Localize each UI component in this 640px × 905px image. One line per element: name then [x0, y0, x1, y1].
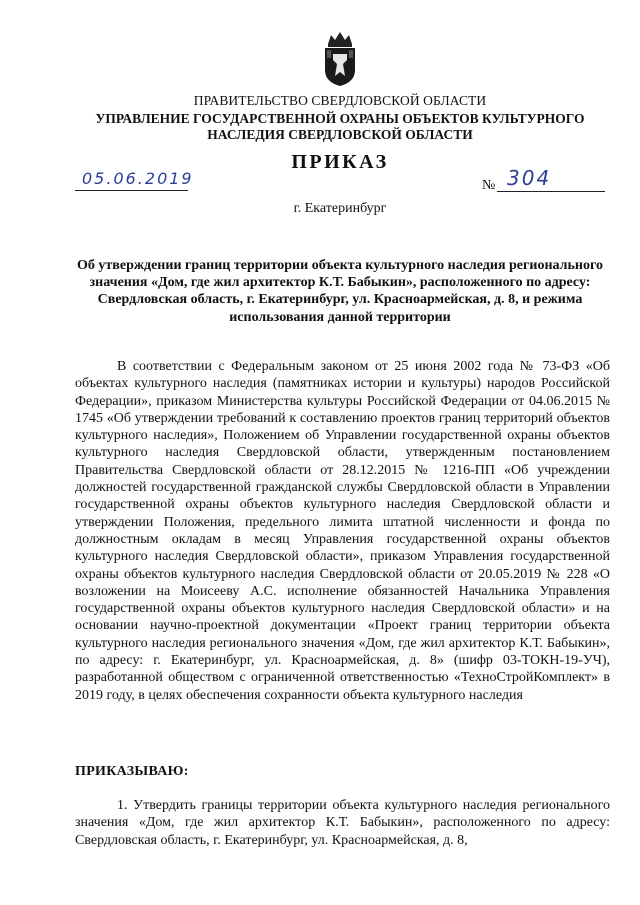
document-title: ПРИКАЗ — [291, 151, 389, 173]
order-subject: Об утверждении границ территории объекта культурного наследия регионального значения «Дом, где жил архитектор К.Т. Бабыкин», расположенного по адресу: Свердловская область, г. Екатеринбург, ул. Красноармейская, д. 8, и режима использования данной территории — [77, 258, 603, 325]
government-name: ПРАВИТЕЛЬСТВО СВЕРДЛОВСКОЙ ОБЛАСТИ — [193, 93, 487, 108]
number-underline — [497, 191, 605, 192]
preamble-paragraph: В соответствии с Федеральным законом от 25 июня 2002 года № 73-ФЗ «Об объектах культурного наследия (памятниках истории и культуры) народов Российской Федерации», приказом Министерства культуры Российской Федерации от 04.06.2015 № 1745 «Об утверждении требований к составлению проектов границ территорий объектов культурного наследия», Положением об Управлении государственной охраны объектов культурного наследия Свердловской области, утвержденным постановлением Правительства Свердловской области от 28.12.2015 № 1216-ПП «Об учреждении должностей государственной гражданской службы Свердловской области в Управлении государственной охраны объектов культурного наследия Свердловской области и утверждении Положения, предельного лимита штатной численности и фонда по должностным окладам в месяц Управления государственной охраны объектов культурного наследия Свердловской области», приказом Управления государственной охраны объектов культурного наследия Свердловской области от 20.05.2019 № 228 «О возложении на Моисееву А.С. исполнение обязанностей Начальника Управления государственной охраны объектов культурного наследия Свердловской области» и на основании научно-проектной документации «Проект границ территории объекта культурного наследия регионального значения «Дом, где жил архитектор К.Т. Бабыкин», по адресу: г. Екатеринбург, ул. Красноармейская, д. 8» (шифр 03-ТОКН-19-УЧ), разработанной обществом с ограниченной ответственностью «ТехноСтройКомплект» в 2019 году, в целях обеспечения сохранности объекта культурного наследия — [75, 359, 610, 703]
department-name: УПРАВЛЕНИЕ ГОСУДАРСТВЕННОЙ ОХРАНЫ ОБЪЕКТОВ КУЛЬТУРНОГО НАСЛЕДИЯ СВЕРДЛОВСКОЙ ОБЛАСТИ — [95, 111, 585, 142]
city: г. Екатеринбург — [293, 201, 387, 216]
order-item-1: 1. Утвердить границы территории объекта культурного наследия регионального значения «Дом, где жил архитектор К.Т. Бабыкин», расположенного по адресу: Свердловская область, г. Екатеринбург, ул. Красноармейская, д. 8, — [75, 798, 610, 848]
document-date: 05.06.2019 — [82, 169, 194, 188]
coat-of-arms-icon — [319, 30, 361, 88]
order-heading: ПРИКАЗЫВАЮ: — [75, 764, 189, 779]
document-number: 304 — [507, 166, 552, 190]
date-underline — [75, 190, 188, 191]
number-sign: № — [482, 178, 496, 193]
